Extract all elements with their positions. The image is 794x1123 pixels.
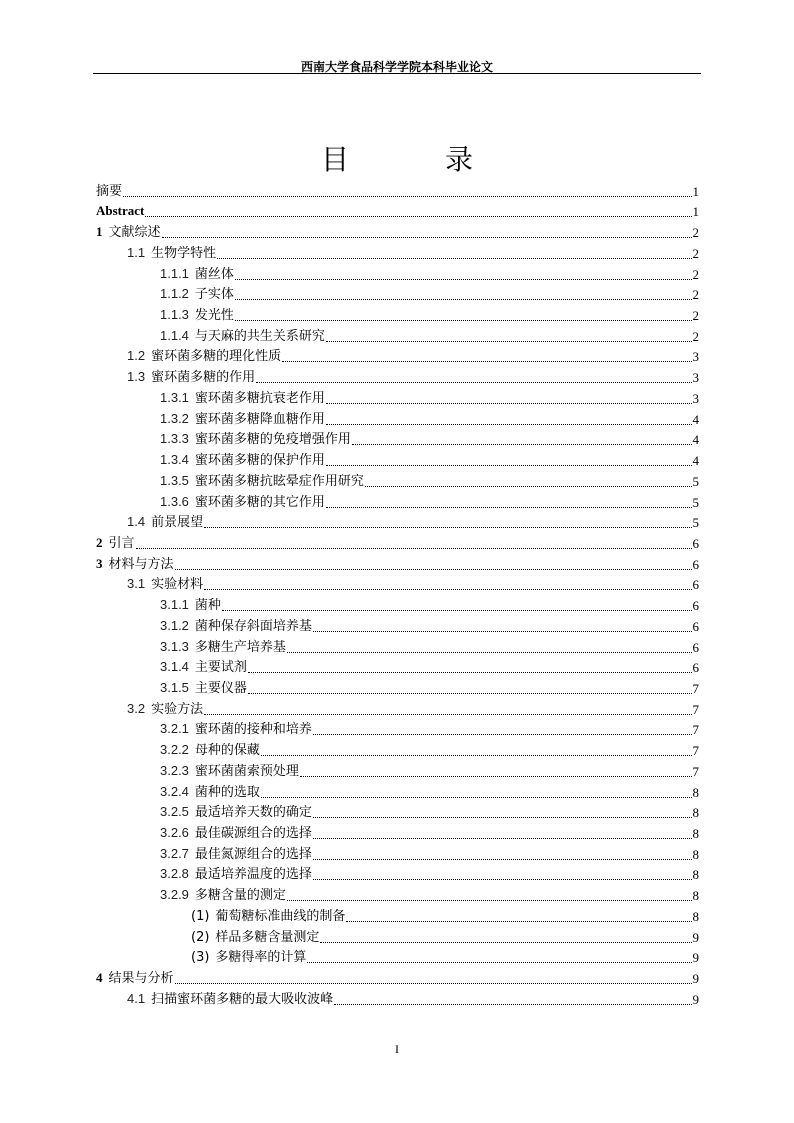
toc-entry-number: 3.1.3 [160, 638, 189, 654]
toc-entry-label [160, 286, 234, 303]
toc-entry-text: 文献综述 [108, 225, 161, 241]
toc-entry-label [160, 266, 234, 283]
toc-entry-text: 主要试剂 [194, 660, 247, 676]
toc-entry-number: 3.2.6 [160, 825, 189, 840]
toc-entry-page: 9 [692, 991, 699, 1007]
toc-entry-label [160, 411, 325, 428]
toc-entry-text: 最佳碳源组合的选择 [194, 826, 312, 841]
toc-entry-page: 1 [692, 183, 699, 199]
toc-entry-page: 9 [692, 929, 699, 945]
toc-entry-page: 2 [692, 287, 699, 303]
toc-entry-number: 4.1 [127, 990, 146, 1006]
toc-entry-number: 3.1.2 [160, 617, 189, 633]
dot-leader [326, 403, 692, 404]
toc-entry-label [160, 328, 325, 345]
toc-entry-number: 1.3.4 [160, 452, 189, 468]
toc-entry-number: 1.3.6 [160, 493, 189, 509]
toc-entry-number: (3) [191, 950, 210, 966]
toc-entry-page: 5 [692, 494, 699, 510]
toc-entry-label [160, 846, 312, 863]
toc-entry[interactable] [96, 987, 699, 1008]
toc-entry-page: 7 [692, 722, 699, 738]
toc-entry-page: 7 [692, 743, 699, 759]
toc-entry[interactable] [96, 365, 699, 386]
dot-leader [204, 714, 691, 715]
toc-entry-label [191, 909, 345, 925]
toc-entry-text: 实验材料 [151, 577, 204, 593]
dot-leader [346, 921, 691, 922]
toc-entry-number: 3.1.4 [160, 659, 189, 675]
toc-entry-page: 8 [692, 908, 699, 924]
toc-entry[interactable] [96, 531, 699, 552]
toc-entry-number: (2) [191, 929, 210, 945]
toc-entry[interactable] [96, 718, 699, 739]
toc-entry-text: 蜜环菌多糖降血糖作用 [194, 411, 325, 427]
toc-entry-text: 葡萄糖标准曲线的制备 [215, 908, 346, 924]
toc-entry-text: 结果与分析 [108, 971, 174, 987]
toc-entry[interactable] [96, 241, 699, 262]
toc-entry-number: 3.2.5 [160, 804, 189, 820]
toc-entry[interactable] [96, 200, 699, 221]
toc-entry-page: 8 [692, 867, 699, 883]
toc-entry-label [96, 970, 174, 987]
toc-entry-label [160, 618, 312, 635]
dot-leader [248, 693, 692, 694]
toc-entry-label [127, 991, 333, 1008]
toc-entry-text: 实验方法 [151, 701, 204, 717]
toc-entry-page: 3 [692, 390, 699, 406]
toc-entry[interactable] [96, 303, 699, 324]
toc-entry-text: 多糖得率的计算 [215, 950, 307, 966]
toc-entry-text: 摘要 [96, 183, 123, 199]
toc-entry[interactable] [96, 573, 699, 594]
toc-entry[interactable] [96, 697, 699, 718]
dot-leader [282, 361, 691, 362]
toc-entry-text: 菌丝体 [194, 266, 234, 282]
dot-leader [123, 196, 691, 197]
toc-entry[interactable] [96, 262, 699, 283]
toc-entry-label [191, 930, 319, 946]
toc-entry-label [160, 866, 312, 883]
toc-entry-text: 生物学特性 [151, 245, 217, 261]
toc-entry-number: 3.2 [127, 700, 146, 716]
toc-entry-number: 1.1.2 [160, 286, 189, 302]
toc-entry-page: 7 [692, 680, 699, 696]
toc-entry-label [160, 887, 286, 904]
toc-entry-label [160, 784, 260, 801]
toc-entry[interactable] [96, 407, 699, 428]
toc-entry-label [96, 224, 161, 241]
dot-leader [313, 859, 692, 860]
toc-entry-page: 6 [692, 618, 699, 634]
dot-leader [334, 1004, 691, 1005]
toc-entry-page: 4 [692, 432, 699, 448]
toc-entry[interactable] [96, 179, 699, 200]
toc-entry-label [127, 245, 216, 262]
toc-entry-text: 蜜环菌多糖的免疫增强作用 [194, 432, 351, 448]
toc-entry-page: 6 [692, 639, 699, 655]
dot-leader [235, 320, 692, 321]
dot-leader [204, 527, 691, 528]
toc-entry-page: 3 [692, 349, 699, 365]
dot-leader [162, 237, 692, 238]
toc-entry[interactable] [96, 925, 699, 946]
toc-entry-text: 样品多糖含量测定 [215, 929, 320, 945]
dot-leader [326, 507, 692, 508]
toc-entry-number: 3.2.3 [160, 762, 189, 778]
page-title: 目 录 [320, 143, 507, 176]
toc-entry-number: 3.2.2 [160, 742, 189, 758]
toc-entry-page: 9 [692, 950, 699, 966]
toc-entry-label [127, 369, 255, 386]
toc-entry-page: 5 [692, 473, 699, 489]
toc-entry-number: 1.3 [127, 369, 146, 385]
toc-entry-page: 4 [692, 411, 699, 427]
toc-entry-label [160, 390, 325, 407]
toc-entry-page: 2 [692, 266, 699, 282]
toc-entry[interactable] [96, 552, 699, 573]
toc-entry-label [160, 804, 312, 821]
toc-entry-label [160, 659, 247, 676]
toc-entry-label [160, 431, 351, 448]
toc-entry-page: 9 [692, 971, 699, 987]
toc-entry-page: 8 [692, 805, 699, 821]
toc-entry[interactable] [96, 448, 699, 469]
toc-entry-page: 7 [692, 701, 699, 717]
dot-leader [313, 631, 692, 632]
toc-entry-text: 蜜环菌多糖的其它作用 [194, 494, 325, 510]
toc-entry[interactable] [96, 614, 699, 635]
toc-entry[interactable] [96, 966, 699, 987]
dot-leader [313, 734, 692, 735]
toc-entry-number: 3.2.1 [160, 721, 189, 737]
toc-entry-text: 与天麻的共生关系研究 [194, 328, 325, 344]
dot-leader [326, 465, 692, 466]
dot-leader [217, 258, 691, 259]
dot-leader [313, 838, 692, 839]
toc-entry-text: 菌种 [194, 598, 221, 614]
toc-entry-text: 前景展望 [151, 515, 204, 531]
toc-entry-number: 1.1.4 [160, 327, 189, 343]
toc-entry-page: 6 [692, 556, 699, 572]
toc-entry-text: 最适培养天数的确定 [194, 805, 312, 821]
dot-leader [326, 424, 692, 425]
toc-entry[interactable] [96, 635, 699, 656]
dot-leader [261, 755, 692, 756]
toc-entry-page: 6 [692, 660, 699, 676]
toc-entry-page: 2 [692, 225, 699, 241]
toc-entry[interactable] [96, 946, 699, 967]
toc-entry-label [96, 203, 144, 220]
toc-entry[interactable] [96, 469, 699, 490]
toc-entry[interactable] [96, 656, 699, 677]
toc-entry-page: 2 [692, 308, 699, 324]
toc-entry[interactable] [96, 842, 699, 863]
toc-entry[interactable] [96, 220, 699, 241]
dot-leader [326, 341, 692, 342]
toc-entry-label [160, 680, 247, 697]
toc-entry[interactable] [96, 904, 699, 925]
toc-entry-text: 子实体 [194, 287, 234, 303]
dot-leader [313, 879, 692, 880]
dot-leader [261, 797, 692, 798]
toc-entry-text: 引言 [108, 535, 135, 551]
toc-entry-page: 8 [692, 846, 699, 862]
toc-entry-number: 1.2 [127, 348, 146, 364]
toc-entry-page: 5 [692, 515, 699, 531]
toc-entry-text: 蜜环菌多糖抗衰老作用 [194, 390, 325, 406]
toc-entry-text: 发光性 [194, 308, 234, 324]
dot-leader [175, 569, 692, 570]
toc-entry-label [127, 348, 281, 365]
toc-entry-page: 6 [692, 577, 699, 593]
toc-entry[interactable] [96, 490, 699, 511]
header-rule [93, 73, 701, 74]
toc-entry-page: 8 [692, 784, 699, 800]
toc-entry-page: 2 [692, 328, 699, 344]
toc-entry-text: 多糖生产培养基 [194, 639, 286, 655]
toc-entry-number: 1.3.5 [160, 472, 189, 488]
toc-entry[interactable] [96, 759, 699, 780]
dot-leader [320, 942, 691, 943]
toc-entry-label [96, 184, 122, 200]
toc-entry[interactable] [96, 511, 699, 532]
toc-entry-number: 1.3.2 [160, 410, 189, 426]
toc-entry[interactable] [96, 676, 699, 697]
toc-entry-text: 母种的保藏 [194, 743, 260, 759]
toc-entry-text: Abstract [96, 203, 145, 219]
toc-entry-page: 4 [692, 453, 699, 469]
toc-entry-label [191, 950, 306, 966]
toc-entry-text: 扫描蜜环菌多糖的最大吸收波峰 [151, 991, 334, 1007]
toc-entry-text: 主要仪器 [194, 680, 247, 696]
dot-leader [307, 962, 691, 963]
toc-entry-label [160, 307, 234, 324]
toc-entry-number: 1.3.1 [160, 389, 189, 405]
toc-entry-text: 菌种保存斜面培养基 [194, 618, 312, 634]
toc-entry-label [127, 701, 203, 718]
toc-entry-label [160, 473, 364, 490]
dot-leader [248, 672, 692, 673]
toc-entry[interactable] [96, 386, 699, 407]
dot-leader [235, 299, 692, 300]
toc-entry-number: 2 [96, 534, 103, 550]
dot-leader [235, 279, 692, 280]
toc-entry-text: 蜜环菌多糖的作用 [151, 370, 256, 386]
toc-entry-text: 蜜环菌多糖的保护作用 [194, 453, 325, 469]
toc-entry-page: 6 [692, 535, 699, 551]
toc-entry[interactable] [96, 345, 699, 366]
toc-entry-label [160, 494, 325, 511]
toc-entry-label [160, 597, 221, 614]
toc-entry-label [160, 452, 325, 469]
toc-entry-number: 1.4 [127, 514, 146, 530]
toc-entry-text: 材料与方法 [108, 556, 174, 572]
toc-entry-number: 1.1 [127, 244, 146, 260]
toc-entry[interactable] [96, 324, 699, 345]
toc-entry-page: 8 [692, 888, 699, 904]
toc-entry-label [127, 514, 203, 531]
toc-entry-label [160, 639, 286, 656]
toc-entry[interactable] [96, 821, 699, 842]
toc-entry-number: 3.2.7 [160, 845, 189, 861]
toc-entry-page: 6 [692, 598, 699, 614]
toc-entry[interactable] [96, 283, 699, 304]
toc-entry-page: 8 [692, 826, 699, 841]
dot-leader [352, 444, 692, 445]
toc-entry[interactable] [96, 863, 699, 884]
toc-entry[interactable] [96, 593, 699, 614]
toc-entry[interactable] [96, 883, 699, 904]
toc-entry-label [160, 763, 299, 780]
toc-entry-number: 1.1.1 [160, 265, 189, 281]
toc-entry[interactable] [96, 738, 699, 759]
toc-entry-label [160, 742, 260, 759]
toc-entry-number: 1.3.3 [160, 431, 189, 447]
toc-entry-number: 3.1 [127, 576, 146, 592]
toc-entry-label [96, 556, 174, 573]
dot-leader [300, 776, 692, 777]
toc-entry-text: 蜜环菌菌索预处理 [194, 763, 299, 779]
toc-entry-number: (1) [191, 908, 210, 924]
toc-entry-label [160, 721, 312, 738]
toc-entry-number: 3.2.9 [160, 887, 189, 903]
toc-entry-number: 3 [96, 555, 103, 571]
running-header: 西南大学食品科学学院本科毕业论文 [300, 60, 493, 74]
toc-entry[interactable] [96, 780, 699, 801]
toc-entry[interactable] [96, 428, 699, 449]
toc-entry-number: 3.1.5 [160, 679, 189, 695]
toc-entry-number: 4 [96, 970, 103, 986]
toc-entry-page: 2 [692, 245, 699, 261]
dot-leader [365, 486, 692, 487]
toc-entry-text: 菌种的选取 [194, 784, 260, 800]
toc-entry-text: 多糖含量的测定 [194, 888, 286, 904]
toc-entry-number: 3.2.4 [160, 783, 189, 799]
dot-leader [145, 216, 691, 217]
toc-entry-label [127, 576, 203, 593]
dot-leader [136, 548, 692, 549]
dot-leader [313, 817, 692, 818]
toc-entry-number: 1 [96, 224, 103, 240]
dot-leader [287, 652, 692, 653]
page-number: I [395, 1042, 399, 1056]
toc-entry[interactable] [96, 801, 699, 822]
dot-leader [204, 589, 691, 590]
toc-entry-number: 3.2.8 [160, 866, 189, 882]
toc-entry-label [96, 535, 135, 552]
toc-entry-number: 1.1.3 [160, 307, 189, 323]
toc-entry-text: 最适培养温度的选择 [194, 867, 312, 883]
dot-leader [222, 610, 692, 611]
toc-entry-label [160, 825, 312, 842]
dot-leader [175, 983, 692, 984]
toc-entry-text: 蜜环菌的接种和培养 [194, 722, 312, 738]
table-of-contents [96, 179, 699, 1008]
dot-leader [287, 900, 692, 901]
toc-entry-text: 最佳氮源组合的选择 [194, 846, 312, 862]
toc-entry-page: 3 [692, 370, 699, 386]
toc-entry-page: 7 [692, 763, 699, 779]
dot-leader [256, 382, 691, 383]
toc-entry-number: 3.1.1 [160, 597, 189, 613]
toc-entry-text: 蜜环菌多糖的理化性质 [151, 349, 282, 365]
toc-entry-page: 1 [692, 204, 699, 220]
toc-entry-text: 蜜环菌多糖抗眩晕症作用研究 [194, 473, 364, 489]
